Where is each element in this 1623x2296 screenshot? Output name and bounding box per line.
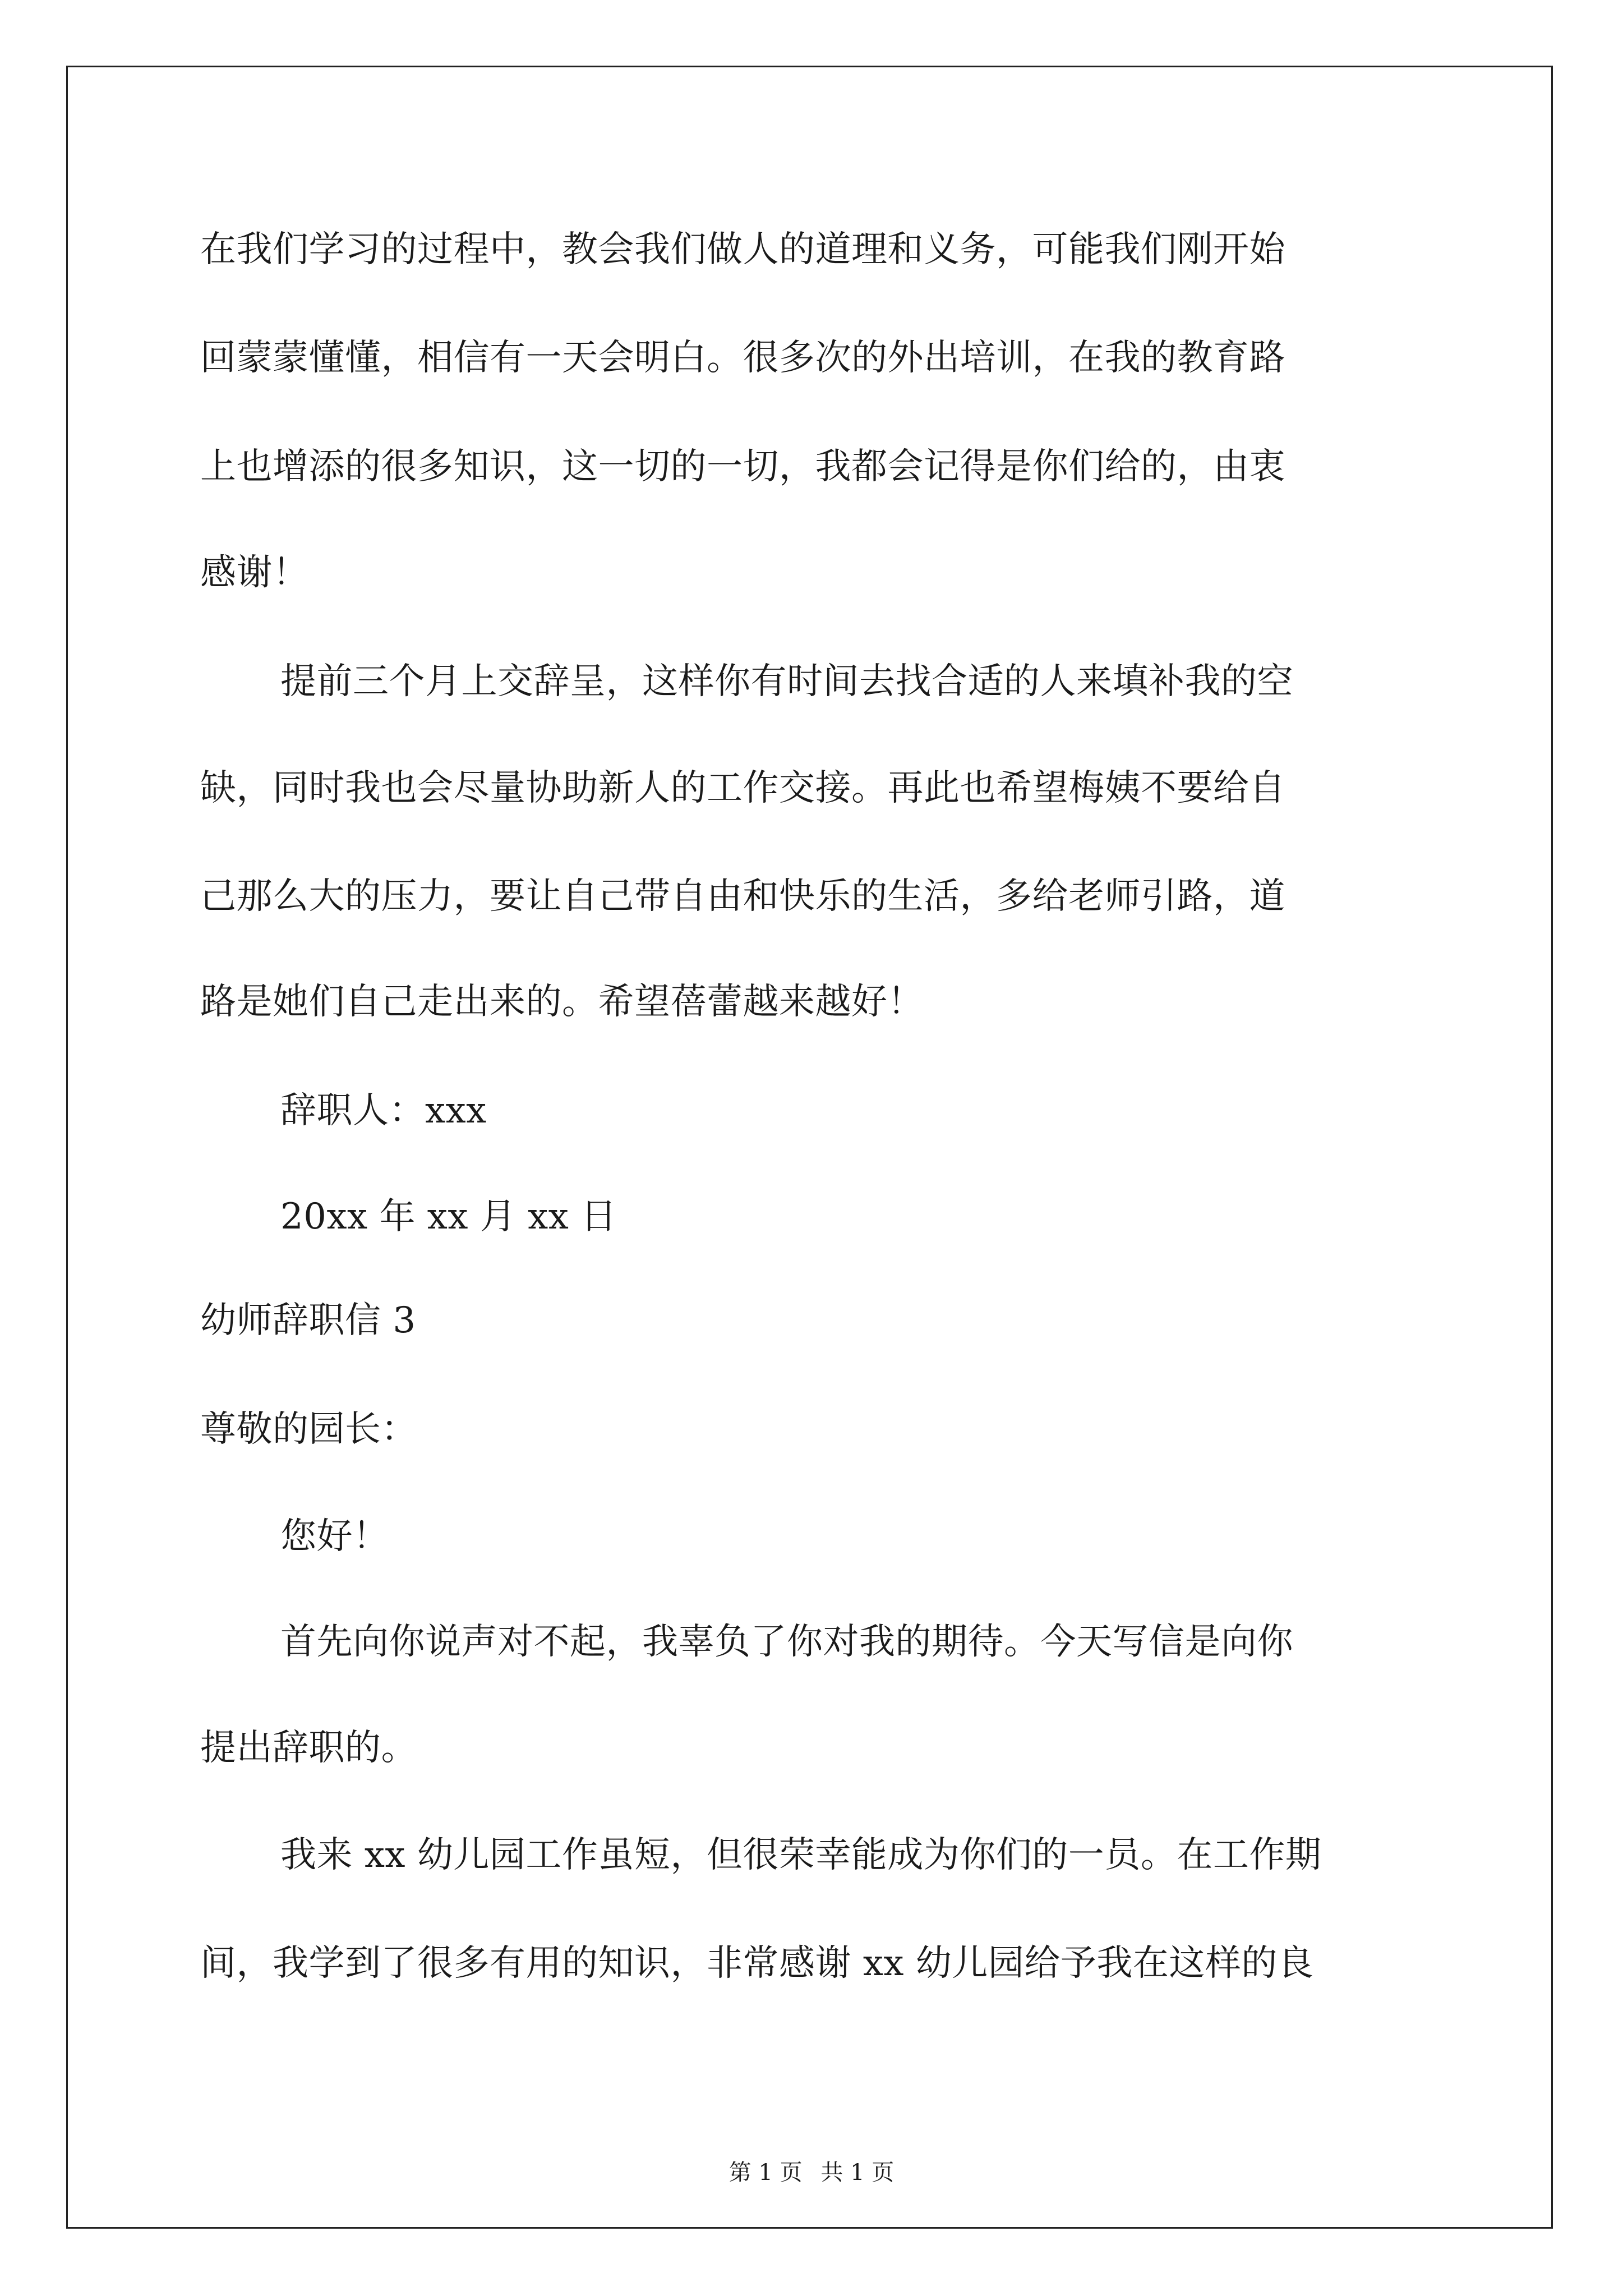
paragraph-2-line-3: 己那么大的压力，要让自己带自由和快乐的生活，多给老师引路，道 <box>200 876 1285 917</box>
paragraph-2-line-2: 缺，同时我也会尽量协助新人的工作交接。再此也希望梅姨不要给自 <box>200 767 1285 809</box>
paragraph-3-line-1: 首先向你说声对不起，我辜负了你对我的期待。今天写信是向你 <box>280 1621 1293 1663</box>
paragraph-2-line-1: 提前三个月上交辞呈，这样你有时间去找合适的人来填补我的空 <box>280 661 1293 702</box>
salutation: 尊敬的园长： <box>200 1409 417 1450</box>
paragraph-1-line-2: 回蒙蒙懂懂，相信有一天会明白。很多次的外出培训，在我的教育路 <box>200 337 1285 379</box>
page-border <box>66 66 1553 2229</box>
paragraph-1-line-3: 上也增添的很多知识，这一切的一切，我都会记得是你们给的，由衷 <box>200 446 1285 487</box>
page-number-current: 第 1 页 <box>728 2160 803 2185</box>
paragraph-2-line-4: 路是她们自己走出来的。希望蓓蕾越来越好！ <box>200 981 924 1023</box>
page-footer <box>0 2159 1623 2187</box>
greeting: 您好！ <box>280 1516 389 1557</box>
paragraph-1-line-4: 感谢！ <box>200 552 309 593</box>
paragraph-1-line-1: 在我们学习的过程中，教会我们做人的道理和义务，可能我们刚开始 <box>200 229 1285 270</box>
paragraph-4-line-2: 间，我学到了很多有用的知识，非常感谢 xx 幼儿园给予我在这样的良 <box>200 1943 1314 1984</box>
section-title: 幼师辞职信 3 <box>200 1300 416 1341</box>
date: 20xx 年 xx 月 xx 日 <box>280 1196 617 1237</box>
signature: 辞职人：xxx <box>280 1090 487 1131</box>
paragraph-4-line-1: 我来 xx 幼儿园工作虽短，但很荣幸能成为你们的一员。在工作期 <box>280 1834 1322 1876</box>
paragraph-3-line-2: 提出辞职的。 <box>200 1727 417 1769</box>
page-number-total: 共 1 页 <box>820 2160 895 2185</box>
